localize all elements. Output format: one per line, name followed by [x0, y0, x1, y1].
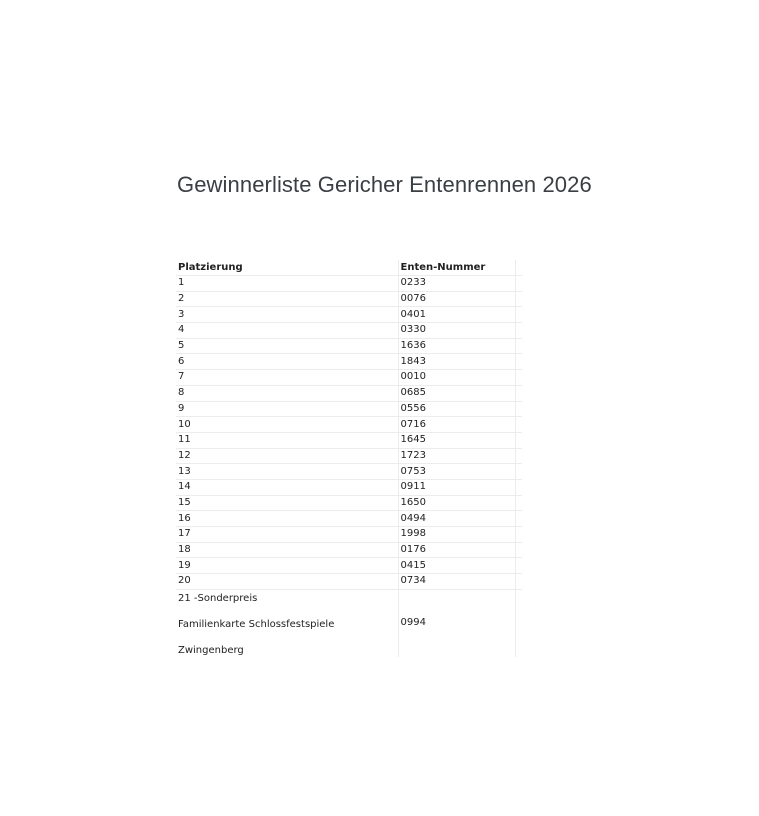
- duck-number-cell: 0233: [398, 276, 515, 292]
- duck-number-cell: 0685: [398, 385, 515, 401]
- table-row: [176, 338, 522, 354]
- table-row: [176, 307, 522, 323]
- placement-cell: 17: [176, 527, 398, 543]
- table-row: [176, 323, 522, 339]
- table-row: [176, 479, 522, 495]
- spacer-cell: [515, 542, 522, 558]
- table-row: [176, 464, 522, 480]
- duck-number-cell: 0010: [398, 370, 515, 386]
- duck-number-cell: 1650: [398, 495, 515, 511]
- table-row: [176, 291, 522, 307]
- placement-cell: 9: [176, 401, 398, 417]
- spacer-cell: [515, 276, 522, 292]
- spacer-cell: [515, 527, 522, 543]
- placement-cell: 16: [176, 511, 398, 527]
- table-row: [176, 495, 522, 511]
- table-row: [176, 511, 522, 527]
- placement-cell: 3: [176, 307, 398, 323]
- placement-cell: 11: [176, 432, 398, 448]
- duck-number-cell: 0330: [398, 323, 515, 339]
- table-row: [176, 385, 522, 401]
- table-row: [176, 417, 522, 433]
- placement-cell: 19: [176, 558, 398, 574]
- spacer-cell: [515, 385, 522, 401]
- spacer-cell: [515, 432, 522, 448]
- table-row: [176, 276, 522, 292]
- spacer-cell: [515, 448, 522, 464]
- spacer-cell: [515, 511, 522, 527]
- placement-cell: 6: [176, 354, 398, 370]
- table-row: [176, 401, 522, 417]
- table-row-special-prize: [176, 589, 522, 657]
- duck-number-cell: 0415: [398, 558, 515, 574]
- duck-number-cell: 1645: [398, 432, 515, 448]
- placement-cell: 13: [176, 464, 398, 480]
- duck-number-cell: 0076: [398, 291, 515, 307]
- table-row: [176, 558, 522, 574]
- spacer-cell: [515, 291, 522, 307]
- placement-cell: 4: [176, 323, 398, 339]
- placement-cell: 1: [176, 276, 398, 292]
- duck-number-cell: 0401: [398, 307, 515, 323]
- table-body: [176, 276, 522, 657]
- page-title: Gewinnerliste Gericher Entenrennen 2026: [177, 172, 592, 197]
- duck-number-cell: 0753: [398, 464, 515, 480]
- placement-cell: 5: [176, 338, 398, 354]
- spacer-cell: [515, 495, 522, 511]
- placement-cell: 15: [176, 495, 398, 511]
- special-prize-placement-cell: [176, 589, 398, 657]
- line-gap: [178, 631, 396, 644]
- placement-cell: 20: [176, 574, 398, 590]
- spacer-cell: [515, 464, 522, 480]
- spacer-cell: [515, 417, 522, 433]
- spacer-cell: [515, 574, 522, 590]
- duck-number-cell: 0494: [398, 511, 515, 527]
- column-header-placement: Platzierung: [176, 260, 398, 276]
- placement-cell: 2: [176, 291, 398, 307]
- spacer-cell: [515, 354, 522, 370]
- column-header-spacer: [515, 260, 522, 276]
- winners-table-container: [176, 260, 522, 664]
- winners-table: [176, 260, 522, 657]
- placement-cell: 14: [176, 479, 398, 495]
- spacer-cell: [515, 401, 522, 417]
- placement-cell: 8: [176, 385, 398, 401]
- table-row: [176, 370, 522, 386]
- table-row: [176, 432, 522, 448]
- special-prize-line: Familienkarte Schlossfestspiele: [178, 618, 335, 630]
- spacer-cell: [515, 479, 522, 495]
- spacer-cell: [515, 307, 522, 323]
- table-row: [176, 448, 522, 464]
- placement-cell: 18: [176, 542, 398, 558]
- special-prize-line: 21 -Sonderpreis: [178, 592, 258, 604]
- special-prize-duck-number-cell: 0994: [398, 589, 515, 657]
- table-row: [176, 354, 522, 370]
- table-row: [176, 574, 522, 590]
- duck-number-cell: 0734: [398, 574, 515, 590]
- table-row: [176, 542, 522, 558]
- spacer-cell: [515, 323, 522, 339]
- duck-number-cell: 0556: [398, 401, 515, 417]
- duck-number-cell: 1723: [398, 448, 515, 464]
- placement-cell: 12: [176, 448, 398, 464]
- placement-cell: 10: [176, 417, 398, 433]
- column-header-duck-number: Enten-Nummer: [398, 260, 515, 276]
- table-header-row: [176, 260, 522, 276]
- spacer-cell: [515, 338, 522, 354]
- duck-number-cell: 1843: [398, 354, 515, 370]
- spacer-cell: [515, 558, 522, 574]
- spacer-cell: [515, 589, 522, 657]
- duck-number-cell: 1636: [398, 338, 515, 354]
- special-prize-line: Zwingenberg: [178, 644, 244, 656]
- duck-number-cell: 0176: [398, 542, 515, 558]
- spacer-cell: [515, 370, 522, 386]
- line-gap: [178, 605, 396, 618]
- placement-cell: 7: [176, 370, 398, 386]
- duck-number-cell: 0716: [398, 417, 515, 433]
- duck-number-cell: 1998: [398, 527, 515, 543]
- table-row: [176, 527, 522, 543]
- duck-number-cell: 0911: [398, 479, 515, 495]
